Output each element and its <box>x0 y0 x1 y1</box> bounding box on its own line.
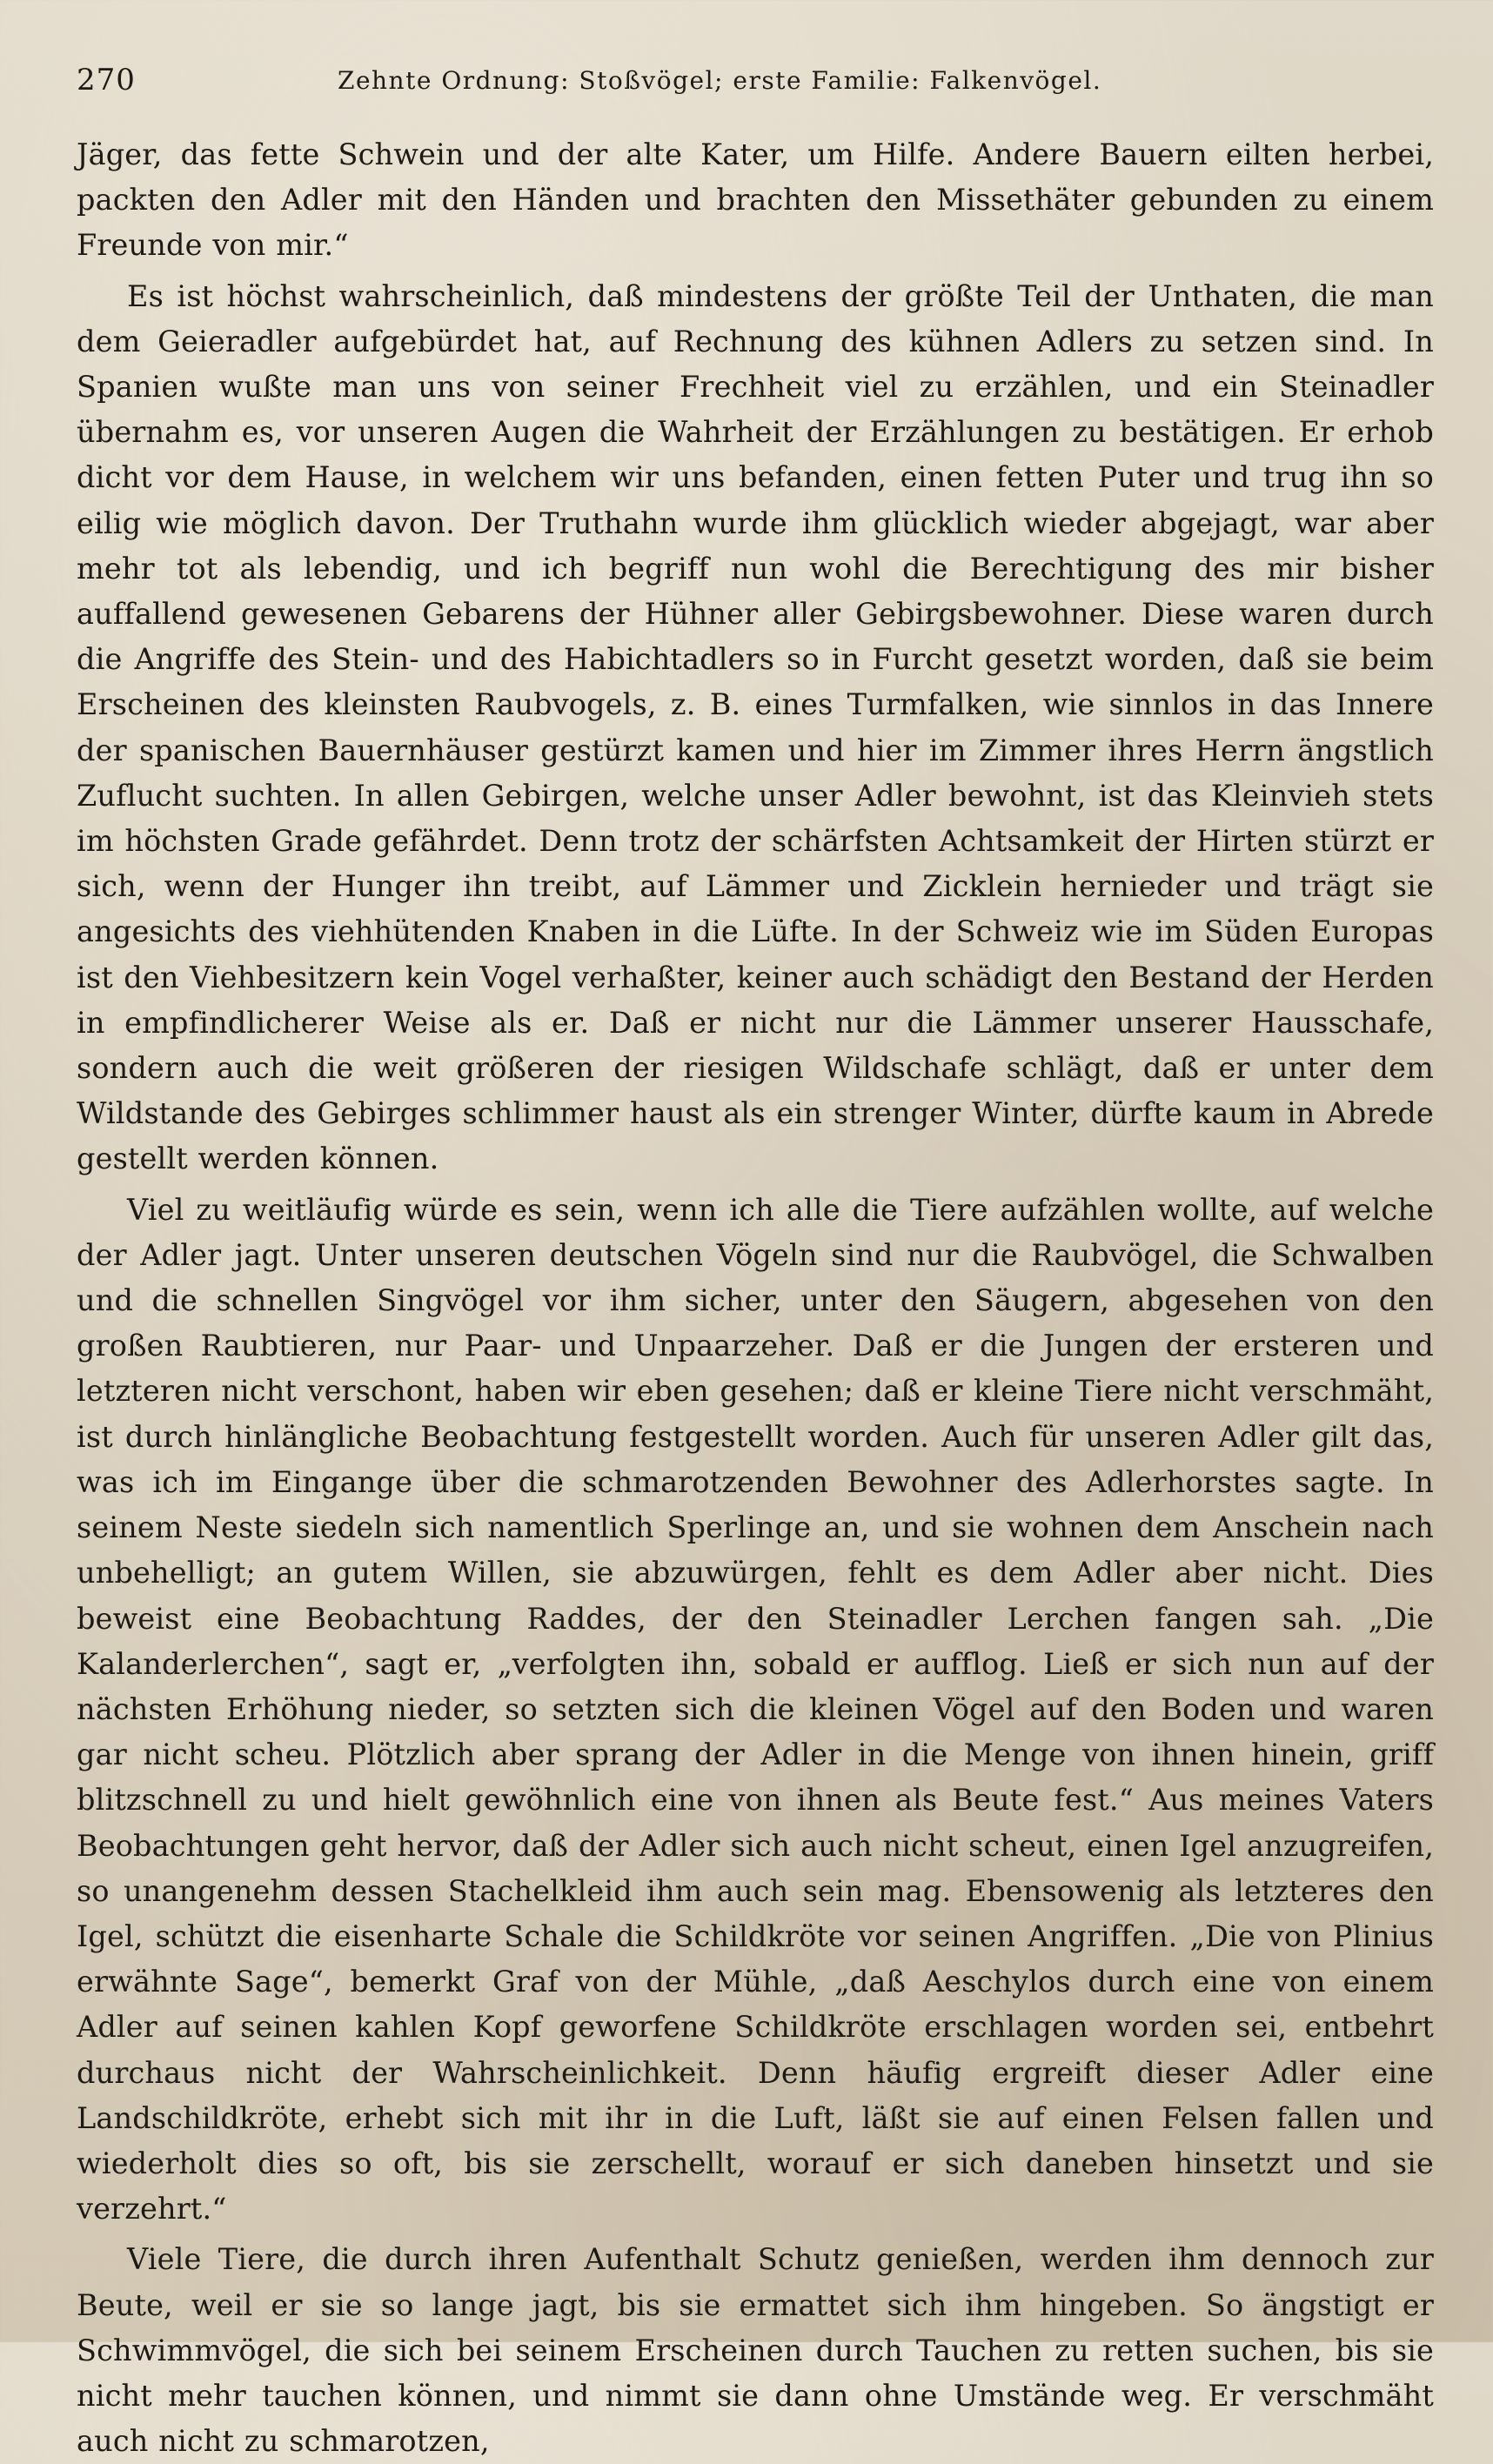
page-number: 270 <box>77 63 136 97</box>
book-page <box>77 52 1434 2459</box>
paragraph-2: Es ist höchst wahrscheinlich, daß mindestens der größte Teil der Unthaten, die man dem Geieradler aufgebürdet hat, auf Rechnung des kühnen Adlers zu setzen sind. In Spanien wußte man uns von seiner Frechheit viel zu erzählen, und ein Steinadler übernahm es, vor unseren Augen die Wahrheit der Erzählungen zu bestätigen. Er erhob dicht vor dem Hause, in welchem wir uns befanden, einen fetten Puter und trug ihn so eilig wie möglich davon. Der Truthahn wurde ihm glücklich wieder abgejagt, war aber mehr tot als lebendig, und ich begriff nun wohl die Berechtigung des mir bisher auffallend gewesenen Gebarens der Hühner aller Gebirgsbewohner. Diese waren durch die Angriffe des Stein- und des Habichtadlers so in Furcht gesetzt worden, daß sie beim Erscheinen des kleinsten Raubvogels, z. B. eines Turmfalken, wie sinnlos in das Innere der spanischen Bauernhäuser gestürzt kamen und hier im Zimmer ihres Herrn ängstlich Zuflucht suchten. In allen Gebirgen, welche unser Adler bewohnt, ist das Kleinvieh stets im höchsten Grade gefährdet. Denn trotz der schärfsten Achtsamkeit der Hirten stürzt er sich, wenn der Hunger ihn treibt, auf Lämmer und Zicklein hernieder und trägt sie angesichts des viehhütenden Knaben in die Lüfte. In der Schweiz wie im Süden Europas ist den Viehbesitzern kein Vogel verhaßter, keiner auch schädigt den Bestand der Herden in empfindlicherer Weise als er. Daß er nicht nur die Lämmer unserer Hausschafe, sondern auch die weit größeren der riesigen Wildschafe schlägt, daß er unter dem Wildstande des Gebirges schlimmer haust als ein strenger Winter, dürfte kaum in Abrede gestellt werden können. <box>77 278 1434 1176</box>
running-head <box>77 52 1434 104</box>
paragraph-3: Viel zu weitläufig würde es sein, wenn ich alle die Tiere aufzählen wollte, auf welche der Adler jagt. Unter unseren deutschen Vögeln sind nur die Raubvögel, die Schwalben und die schnellen Singvögel vor ihm sicher, unter den Säugern, abgesehen von den großen Raubtieren, nur Paar- und Unpaarzeher. Daß er die Jungen der ersteren und letzteren nicht verschont, haben wir eben gesehen; daß er kleine Tiere nicht verschmäht, ist durch hinlängliche Beobachtung festgestellt worden. Auch für unseren Adler gilt das, was ich im Eingange über die schmarotzenden Bewohner des Adlerhorstes sagte. In seinem Neste siedeln sich namentlich Sperlinge an, und sie wohnen dem Anschein nach unbehelligt; an gutem Willen, sie abzuwürgen, fehlt es dem Adler aber nicht. Dies beweist eine Beobachtung Raddes, der den Steinadler Lerchen fangen sah. „Die Kalanderlerchen“, sagt er, „verfolgten ihn, sobald er aufflog. Ließ er sich nun auf der nächsten Erhöhung nieder, so setzten sich die kleinen Vögel auf den Boden und waren gar nicht scheu. Plötzlich aber sprang der Adler in die Menge von ihnen hinein, griff blitzschnell zu und hielt gewöhnlich eine von ihnen als Beute fest.“ Aus meines Vaters Beobachtungen geht hervor, daß der Adler sich auch nicht scheut, einen Igel anzugreifen, so unangenehm dessen Stachelkleid ihm auch sein mag. Ebensowenig als letzteres den Igel, schützt die eisenharte Schale die Schildkröte vor seinen Angriffen. „Die von Plinius erwähnte Sage“, bemerkt Graf von der Mühle, „daß Aeschylos durch eine von einem Adler auf seinen kahlen Kopf geworfene Schildkröte erschlagen worden sei, entbehrt durchaus nicht der Wahrscheinlichkeit. Denn häufig ergreift dieser Adler eine Landschildkröte, erhebt sich mit ihr in die Luft, läßt sie auf einen Felsen fallen und wiederholt dies so oft, bis sie zerschellt, worauf er sich daneben hinsetzt und sie verzehrt.“ <box>77 1192 1434 2226</box>
running-title: Zehnte Ordnung: Stoßvögel; erste Familie: Falkenvögel. <box>338 66 1102 95</box>
body-text <box>77 132 1434 2464</box>
paragraph-4: Viele Tiere, die durch ihren Aufenthalt Schutz genießen, werden ihm dennoch zur Beute, weil er sie so lange jagt, bis sie ermattet sich ihm hingeben. So ängstigt er Schwimmvögel, die sich bei seinem Erscheinen durch Tauchen zu retten suchen, bis sie nicht mehr tauchen können, und nimmt sie dann ohne Umstände weg. Er verschmäht auch nicht zu schmarotzen, <box>77 2242 1434 2459</box>
paragraph-1: Jäger, das fette Schwein und der alte Kater, um Hilfe. Andere Bauern eilten herbei, packten den Adler mit den Händen und brachten den Missethäter gebunden zu einem Freunde von mir.“ <box>77 137 1434 263</box>
